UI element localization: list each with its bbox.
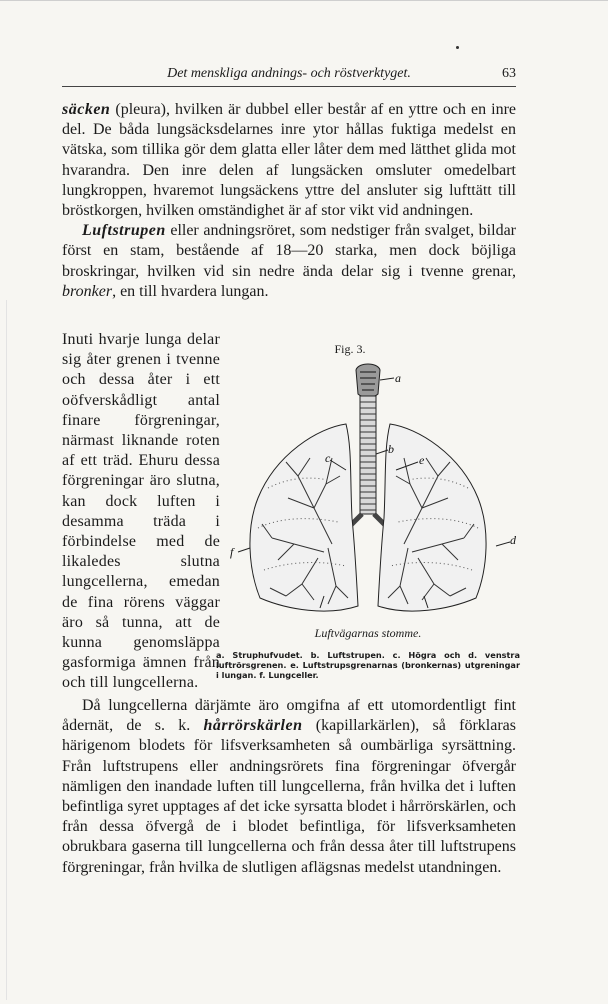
term-bronchi: bronker [62,282,113,300]
lungs-illustration [228,358,518,626]
paragraph-trachea [62,221,516,302]
figure-label: Fig. 3. [334,342,366,356]
fig-letter-a: a [395,371,401,385]
fig-letter-d: d [510,533,516,547]
ink-speck [456,46,459,49]
running-title: Det menskliga andnings- och röstverktyget. [167,66,411,81]
figure-lungs [216,340,520,685]
paragraph-capillaries-text-a: Då lungcellerna därjämte äro omgifna af ett utomordentligt fint ådernät, de s. k. [62,697,516,735]
scan-edge-line [0,0,608,1]
paragraph-pleura [62,100,516,221]
figure-legend: a. Struphufvudet. b. Luftstrupen. c. Högra och d. venstra luftrörsgrenen. e. Luftstrupsgrenarnas (bronkernas) utgreningar i lungan. f. Lungceller. [216,650,520,680]
paragraph-trachea-text-b: , en till hvardera lungan. [112,282,269,300]
page-number: 63 [502,66,516,81]
body-text-top [62,100,516,302]
term-pleura: säcken [62,101,111,118]
gutter-line [6,300,7,1000]
figure-caption: Luftvägarnas stomme. [314,626,422,640]
paragraph-capillaries-text-b: (kapillarkärlen), så förklaras härigenom blodets för lifsverksamheten så oumbärliga syrsättning. Från luftstrupens eller andningsrörets fina förgreningar öfvergår nämligen den inandade luften till lungcellerna, från hvilka det i luften befintliga syret upptages af det icke syrsatta blodet i hårrörskärlen, och från dessa öfvergå de i blodet befintliga, för lifsverksamheten obrukbara gaserna till lungcellerna och från dessa åter till luftstrupens förgreningar, från hvilka de slutligen aflägsnas medelst utandningen. [62,717,517,876]
text-beside-figure: Inuti hvarje lunga delar sig åter grenen i tvenne och dessa åter i ett oöfverskådligt antal finare förgreningar, närmast liknande roten af ett träd. Ehuru dessa förgreningar äro slutna, kan dock luften i desamma träda i förbindelse med de likaledes slutna lungcellerna, emedan de fina rörens väggar äro så tunna, att de kunna genomsläppa gasformiga ämnen från och till lungcellerna. [62,331,220,692]
fig-letter-f-left: f [230,545,234,559]
fig-letter-b: b [388,442,394,456]
body-text-bottom [62,696,516,878]
term-capillaries: hårrörskärlen [203,717,303,735]
paragraph-trachea-text-a: eller andningsröret, som nedstiger från svalget, bildar först en stam, bestående af 18—20 starka, men dock böjliga broskringar, hvilken vid sin nedre ända delar sig i tvenne grenar, [62,222,516,280]
paragraph-pleura-text: (pleura), hvilken är dubbel eller består af en yttre och en inre del. De båda lungsäcksdelarnes inre ytor hållas fuktiga medelst en vätska, som tillika gör dem glatta eller låter dem med lätthet glida mot hvarandra. Den inre delen af lungsäcken omsluter omedelbart lungkroppen, hvaremot lungsäckens yttre del ansluter sig lufttätt till bröstkorgen, hvilken omständighet är af stor vikt vid andningen. [62,101,516,220]
term-trachea: Luftstrupen [82,222,166,240]
paragraph-capillaries [62,696,516,878]
fig-letter-c: c [325,451,331,465]
running-header [62,64,516,87]
fig-letter-e: e [419,453,425,467]
